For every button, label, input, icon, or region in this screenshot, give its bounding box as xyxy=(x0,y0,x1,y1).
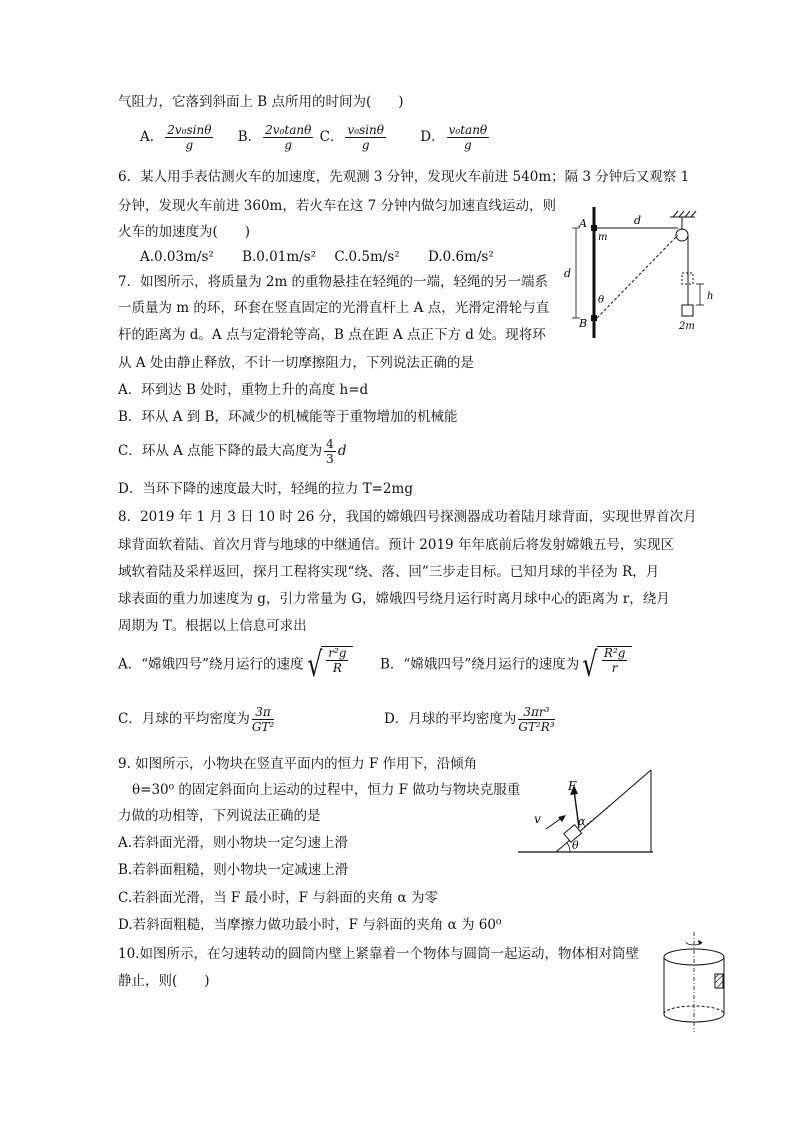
q8-option-c-numerator: 3π xyxy=(252,706,274,720)
label-m: m xyxy=(598,232,608,243)
q8-option-b-text: B．“嫦娥四号”绕月运行的速度为 xyxy=(380,656,580,673)
q5-option-d-fraction xyxy=(447,124,490,151)
q8-option-c-denominator: GT² xyxy=(251,720,275,734)
label-2m: 2m xyxy=(679,321,695,332)
q7-option-a: A．环到达 B 处时，重物上升的高度 h=d xyxy=(118,382,369,398)
ceiling-hatch xyxy=(673,211,696,217)
q8-option-b xyxy=(380,646,632,684)
q9-option-a: A.若斜面光滑，则小物块一定匀速上滑 xyxy=(118,835,349,851)
q8-option-d-text: D．月球的平均密度为 xyxy=(384,711,517,727)
q6-line1: 6．某人用手表估测火车的加速度，先观测 3 分钟，发现火车前进 540m；隔 3 分钟后又观察 1 xyxy=(118,169,690,185)
q5-option-d-label: D． xyxy=(420,129,445,145)
q10-line2: 静止，则( ) xyxy=(118,973,210,989)
weight-2m xyxy=(682,305,693,316)
label-a: A xyxy=(579,217,587,230)
q8-option-c xyxy=(118,706,276,733)
q5-option-b-fraction xyxy=(263,124,313,151)
ring-at-b xyxy=(591,315,597,321)
label-v: v xyxy=(534,812,541,826)
q5-option-a-label: A． xyxy=(140,129,164,145)
q7-option-c-variable: d xyxy=(337,443,347,459)
q10-figure-cylinder xyxy=(656,930,736,1035)
label-b: B xyxy=(579,317,588,330)
q7-option-c-numerator: 4 xyxy=(326,437,334,451)
q8-line2: 球背面软着陆、首次月背与地球的中继通信。预计 2019 年年底前后将发射嫦娥五号，实现区 xyxy=(118,537,674,553)
q7-option-b: B．环从 A 到 B，环减少的机械能等于重物增加的机械能 xyxy=(118,409,458,425)
q8-option-d-denominator: GT²R³ xyxy=(518,720,555,734)
q6-option-c: C.0.5m/s² xyxy=(334,249,400,265)
q6-line2: 分钟，发现火车前进 360m，若火车在这 7 分钟内做匀加速直线运动，则 xyxy=(118,198,557,214)
q7-line1: 7．如图所示，将质量为 2m 的重物悬挂在轻绳的一端，轻绳的另一端系 xyxy=(118,274,549,290)
q7-line2: 一质量为 m 的环，环套在竖直固定的光滑直杆上 A 点，光滑定滑轮与直 xyxy=(118,300,550,316)
incline-direction-dashed xyxy=(584,805,611,827)
q8-option-a-denominator: R xyxy=(332,661,342,675)
q5-stem-tail: 气阻力，它落到斜面上 B 点所用的时间为( ) xyxy=(118,94,404,110)
q7-line4: 从 A 处由静止释放，不计一切摩擦阻力，下列说法正确的是 xyxy=(118,355,474,371)
q5-option-a-fraction xyxy=(165,124,213,151)
q5-option-d-numerator: v₀tanθ xyxy=(448,123,488,137)
q5-option-b-numerator: 2v₀tanθ xyxy=(265,123,312,137)
q6-option-b: B.0.01m/s² xyxy=(242,249,317,265)
q9-line1: 9. 如图所示，小物块在竖直平面内的恒力 F 作用下，沿倾角 xyxy=(118,756,478,772)
q7-option-c-text: C．环从 A 点能下降的最大高度为 xyxy=(118,443,323,459)
velocity-arrowhead xyxy=(558,815,566,822)
label-alpha: α xyxy=(578,815,586,828)
q9-line2: θ=30⁰ 的固定斜面向上运动的过程中，恒力 F 做功与物块克服重 xyxy=(132,782,521,798)
theta-arc xyxy=(567,843,570,852)
q9-option-c: C.若斜面光滑，当 F 最小时，F 与斜面的夹角 α 为零 xyxy=(118,890,438,906)
q6-line3: 火车的加速度为( ) xyxy=(118,224,251,240)
q8-option-a-sqrt: √ $\frac{\text{r²g}}{R}$ xyxy=(304,646,354,684)
label-theta: θ xyxy=(572,839,579,852)
q5-option-c-numerator: v₀sinθ xyxy=(347,123,384,137)
q8-option-c-fraction xyxy=(252,706,274,733)
q5-option-c-denominator: g xyxy=(361,138,370,152)
q7-option-c-denominator: 3 xyxy=(326,452,334,466)
label-d-top: d xyxy=(634,214,642,227)
q8-option-d-numerator: 3πr³ xyxy=(518,706,554,720)
q8-option-b-denominator: r xyxy=(611,661,618,675)
q5-options xyxy=(140,124,491,151)
q9-option-d: D.若斜面粗糙，当摩擦力做功最小时，F 与斜面的夹角 α 为 60⁰ xyxy=(118,917,502,933)
q8-option-b-numerator: R²g xyxy=(603,646,626,660)
q7-option-d: D．当环下降的速度最大时，轻绳的拉力 T=2mg xyxy=(118,481,413,497)
q10-line1: 10.如图所示，在匀速转动的圆筒内壁上紧靠着一个物体与圆筒一起运动，物体相对筒壁 xyxy=(118,946,639,962)
q7-line3: 杆的距离为 d。A 点与定滑轮等高，B 点在距 A 点正下方 d 处。现将环 xyxy=(118,327,546,343)
q6-option-d: D.0.6m/s² xyxy=(427,249,494,265)
q5-option-a-numerator: 2v₀sinθ xyxy=(167,123,212,137)
label-f: F xyxy=(568,779,577,793)
q8-option-d xyxy=(384,706,557,733)
q8-option-d-fraction xyxy=(518,706,554,733)
q5-option-a-denominator: g xyxy=(185,138,194,152)
q5-option-c-fraction xyxy=(345,124,386,151)
label-h: h xyxy=(707,291,714,302)
q5-option-d-denominator: g xyxy=(464,138,472,152)
q8-option-a xyxy=(118,646,353,684)
q7-figure-rod-pulley xyxy=(560,205,720,340)
q8-option-a-text: A．“嫦娥四号”绕月运行的速度 xyxy=(118,656,304,673)
q5-option-c-label: C． xyxy=(319,129,344,145)
q7-option-c-fraction xyxy=(324,438,336,465)
q8-option-a-numerator: r²g xyxy=(328,646,347,660)
q8-line5: 周期为 T。根据以上信息可求出 xyxy=(118,618,307,634)
q9-figure-incline xyxy=(516,765,656,857)
q7-option-c xyxy=(118,438,346,465)
q5-option-b-denominator: g xyxy=(284,138,293,152)
q5-option-b-label: B． xyxy=(237,129,262,145)
q9-line3: 力做的功相等，下列说法正确的是 xyxy=(118,808,321,824)
q9-option-b: B.若斜面粗糙，则小物块一定减速上滑 xyxy=(118,862,349,878)
q8-line4: 球表面的重力加速度为 g，引力常量为 G，嫦娥四号绕月运行时离月球中心的距离为 r，绕月 xyxy=(118,591,670,607)
q6-option-a: A.0.03m/s² xyxy=(140,249,214,265)
q8-option-b-sqrt: √ $\frac{\text{R²g}}{r}$ xyxy=(579,646,632,684)
rope-dashed xyxy=(597,235,678,318)
label-d-side: d xyxy=(564,267,572,280)
q8-line1: 8．2019 年 1 月 3 日 10 时 26 分，我国的嫦娥四号探测器成功着陆月球背面，实现世界首次月 xyxy=(118,509,697,525)
ring-at-a xyxy=(591,225,597,231)
q6-options xyxy=(140,251,494,265)
q8-option-c-text: C．月球的平均密度为 xyxy=(118,711,250,727)
label-theta: θ xyxy=(598,295,605,306)
q8-line3: 域软着陆及采样返回，探月工程将实现“绕、落、回”三步走目标。已知月球的半径为 R，月 xyxy=(118,564,660,580)
